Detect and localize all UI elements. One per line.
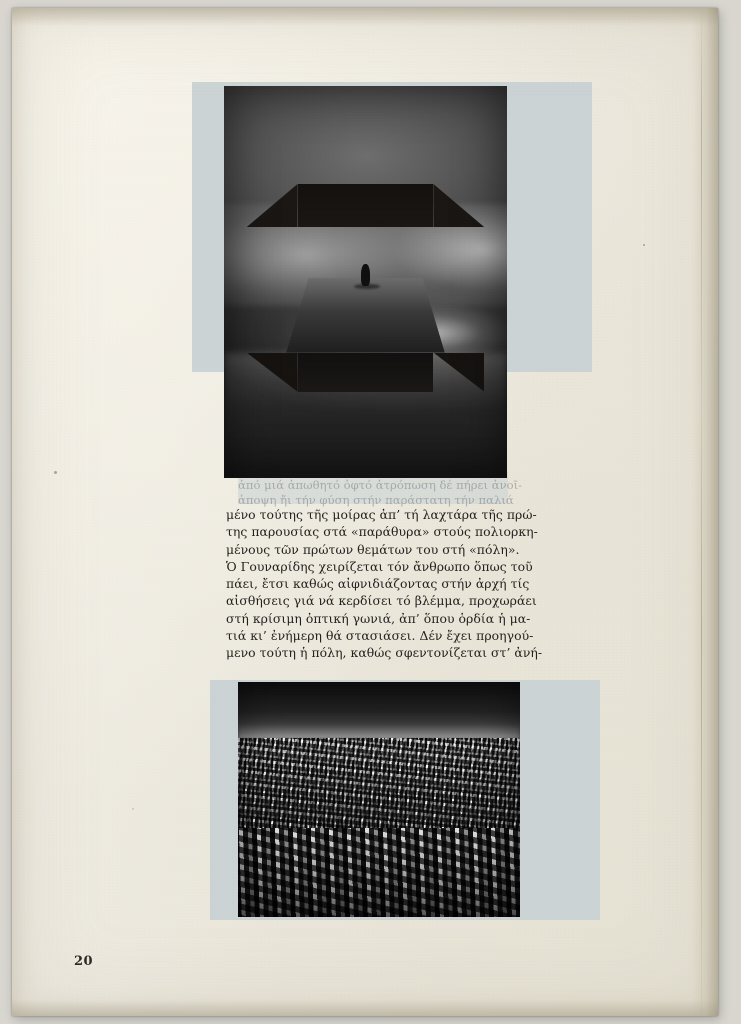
body-line: Ὁ Γουναρίδης χειρίζεται τόν ἄνθρωπο ὅπως τοῦ xyxy=(226,558,533,574)
photo-vignette xyxy=(224,86,507,478)
figure-photo-monolith xyxy=(224,86,507,478)
photo-vignette xyxy=(238,682,520,917)
body-line: πάει, ἔτσι καθώς αἰφνιδιάζοντας στήν ἀρχή τίς xyxy=(226,576,530,592)
paper-speck xyxy=(132,808,134,810)
paper-right-edge xyxy=(692,8,718,1016)
body-line: μενο τούτη ἡ πόλη, καθώς σφεντονίζεται στ’ ἀνή- xyxy=(226,645,543,661)
body-line: μένο τούτης τῆς μοίρας ἀπ’ τή λαχτάρα τῆς πρώ- xyxy=(226,507,537,522)
body-line: τιά κι’ ἐνήμερη θά στασιάσει. Δέν ἔχει προηγού- xyxy=(226,628,534,644)
body-line: αἰσθήσεις γιά νά κερδίσει τό βλέμμα, προχωράει xyxy=(226,593,537,609)
page-number: 20 xyxy=(74,954,94,969)
document-page xyxy=(12,8,718,1016)
paper-bottom-edge xyxy=(12,1000,718,1016)
body-line: στή κρίσιμη ὀπτική γωνιά, ἀπ’ ὅπου ὁρδία ἡ μα- xyxy=(226,610,531,626)
paper-right-crease xyxy=(701,8,702,1016)
paper-speck xyxy=(54,471,57,474)
paper-top-edge xyxy=(12,8,718,26)
ghost-line: ἀποψη ἤι τήν φύση στήν παράστατη τήν παλιά xyxy=(238,493,514,507)
body-line: της παρουσίας στά «παράθυρα» στούς πολιορκη- xyxy=(226,524,538,540)
body-line: μένους τῶν πρώτων θεμάτων του στή «πόλη». xyxy=(226,541,520,557)
figure-photo-city xyxy=(238,682,520,917)
body-paragraph xyxy=(226,506,543,662)
paper-speck xyxy=(643,244,645,246)
ghost-line: ἀπό μιά ἀπωθητό ὀφτό ἀτρόπωση δέ πήρει ἀνοῖ- xyxy=(238,478,523,492)
